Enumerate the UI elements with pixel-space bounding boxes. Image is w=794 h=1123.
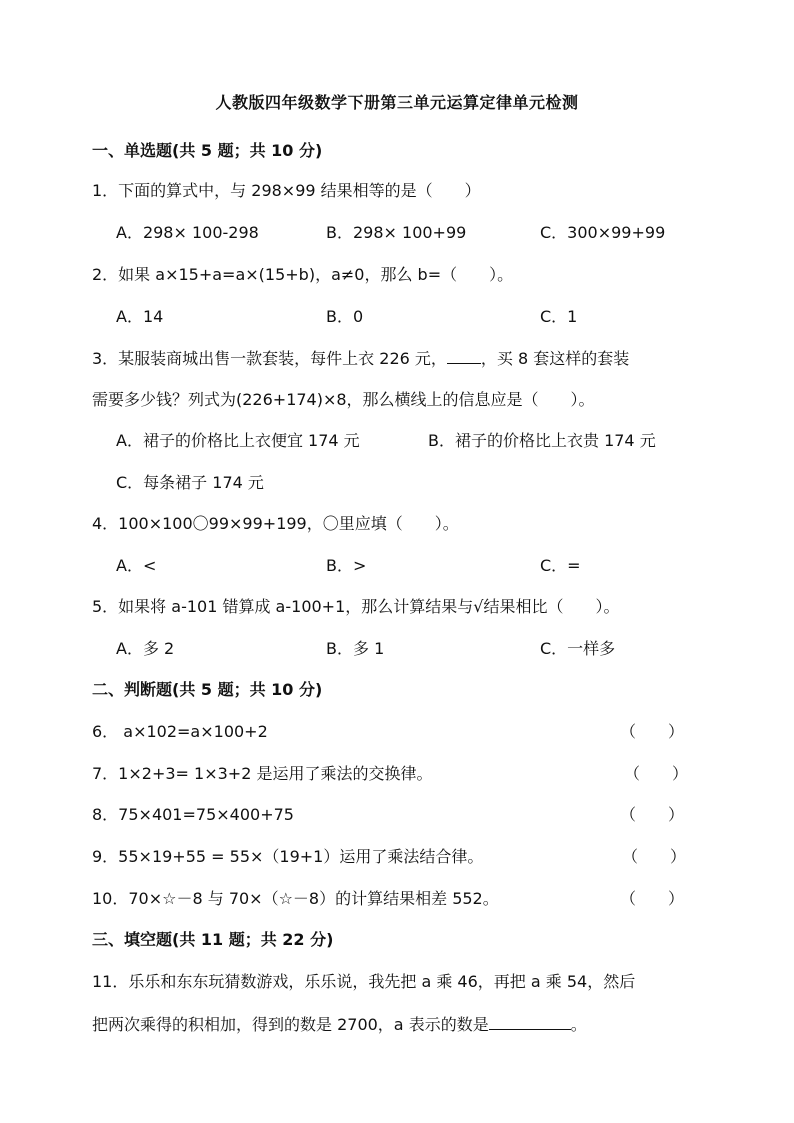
question-5-option-c: C．一样多 <box>540 639 616 658</box>
question-3-stem-after: ，买 8 套这样的套装 <box>480 349 630 368</box>
question-1-stem: 1．下面的算式中，与 298×99 结果相等的是（ ） <box>92 181 481 200</box>
judge-question-7: 7．1×2+3= 1×3+2 是运用了乘法的交换律。 <box>92 764 433 783</box>
question-4-stem: 4．100×100〇99×99+199，〇里应填（ ）。 <box>92 514 459 533</box>
question-11-text: 把两次乘得的积相加，得到的数是 2700，a 表示的数是 <box>92 1015 489 1034</box>
section-heading-single-choice: 一、单选题(共 5 题；共 10 分) <box>92 141 323 160</box>
question-1-option-a: A．298× 100-298 <box>116 223 259 242</box>
question-2-stem: 2．如果 a×15+a=a×(15+b)，a≠0，那么 b=（ ）。 <box>92 265 514 284</box>
question-3-stem-line-1 <box>92 346 629 369</box>
question-3-option-a: A．裙子的价格比上衣便宜 174 元 <box>116 431 360 450</box>
judge-question-9: 9．55×19+55 = 55×（19+1）运用了乘法结合律。 <box>92 847 484 866</box>
judge-answer-parentheses-6: （ ） <box>620 722 685 741</box>
question-3-option-b: B．裙子的价格比上衣贵 174 元 <box>428 431 656 450</box>
question-2-option-a: A．14 <box>116 307 164 326</box>
judge-answer-parentheses-10: （ ） <box>620 889 685 908</box>
judge-answer-parentheses-8: （ ） <box>620 805 685 824</box>
question-2-option-c: C．1 <box>540 307 578 326</box>
question-3-stem-line-2: 需要多少钱？列式为(226+174)×8，那么横线上的信息应是（ ）。 <box>92 390 595 409</box>
question-11-end: 。 <box>570 1015 587 1034</box>
question-5-option-a: A．多 2 <box>116 639 175 658</box>
question-5-option-b: B．多 1 <box>326 639 385 658</box>
judge-question-8: 8．75×401=75×400+75 <box>92 805 294 824</box>
page-title: 人教版四年级数学下册第三单元运算定律单元检测 <box>215 93 579 112</box>
question-3-option-c: C．每条裙子 174 元 <box>116 473 264 492</box>
question-4-option-b: B．> <box>326 556 367 575</box>
question-2-option-b: B．0 <box>326 307 364 326</box>
question-5-stem: 5．如果将 a-101 错算成 a-100+1，那么计算结果与√结果相比（ ）。 <box>92 597 620 616</box>
question-4-option-a: A．< <box>116 556 157 575</box>
judge-question-10: 10．70×☆－8 与 70×（☆－8）的计算结果相差 552。 <box>92 889 499 908</box>
question-11-line-1: 11．乐乐和东东玩猜数游戏，乐乐说，我先把 a 乘 46，再把 a 乘 54，然后 <box>92 972 636 991</box>
section-heading-fill-in: 三、填空题(共 11 题；共 22 分) <box>92 930 334 949</box>
judge-answer-parentheses-7: （ ） <box>624 764 689 783</box>
question-1-option-b: B．298× 100+99 <box>326 223 467 242</box>
judge-answer-parentheses-9: （ ） <box>622 847 687 866</box>
question-3-stem-before: 3．某服装商城出售一款套装，每件上衣 226 元， <box>92 349 447 368</box>
question-11-line-2 <box>92 1012 587 1035</box>
question-1-option-c: C．300×99+99 <box>540 223 666 242</box>
question-4-option-c: C．= <box>540 556 581 575</box>
question-11-answer-blank <box>489 1029 571 1030</box>
question-3-blank-line <box>447 363 481 364</box>
judge-question-6: 6． a×102=a×100+2 <box>92 722 268 741</box>
section-heading-true-false: 二、判断题(共 5 题；共 10 分) <box>92 680 323 699</box>
